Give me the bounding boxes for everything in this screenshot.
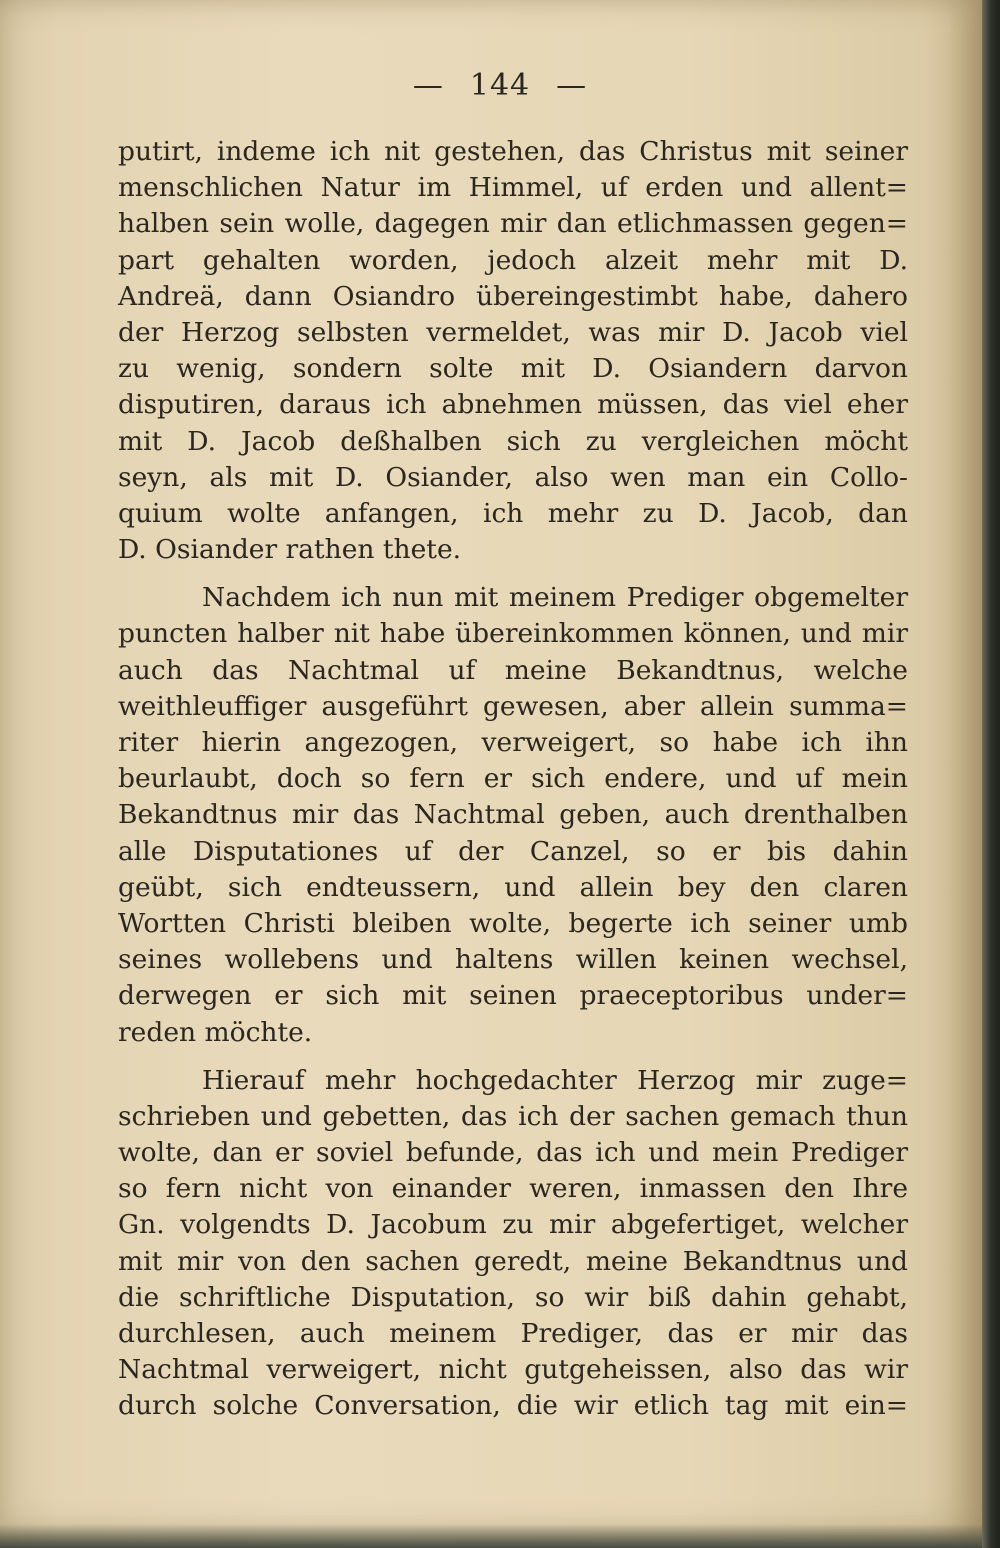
header-dash-left: — — [412, 68, 444, 103]
page-number-header — [0, 68, 1000, 103]
text-line: beurlaubt, doch so fern er sich endere, und uf mein — [118, 763, 908, 795]
text-line: puncten halber nit habe übereinkommen können, und mir — [118, 618, 908, 650]
text-line: weithleuffiger ausgeführt gewesen, aber allein summa= — [118, 690, 908, 722]
text-line: Wortten Christi bleiben wolte, begerte ich seiner umb — [118, 907, 908, 939]
text-line: derwegen er sich mit seinen praeceptoribus under= — [118, 980, 908, 1012]
text-line: D. Osiander rathen thete. — [118, 534, 462, 566]
text-line: Nachdem ich nun mit meinem Prediger obgemelter — [202, 582, 908, 614]
text-line: Andreä, dann Osiandro übereingestimbt habe, dahero — [118, 280, 908, 312]
text-line: quium wolte anfangen, ich mehr zu D. Jacob, dan — [118, 497, 908, 529]
text-line: riter hierin angezogen, verweigert, so habe ich ihn — [118, 727, 908, 758]
text-line: wolte, dan er soviel befunde, das ich und mein Prediger — [118, 1137, 908, 1169]
text-line: durchlesen, auch meinem Prediger, das er mir das — [118, 1318, 908, 1349]
page-bottom-shadow — [0, 1524, 982, 1548]
text-line: Bekandtnus mir das Nachtmal geben, auch drenthalben — [118, 799, 908, 831]
text-line: der Herzog selbsten vermeldet, was mir D. Jacob viel — [118, 316, 908, 348]
text-line: schrieben und gebetten, das ich der sachen gemach thun — [118, 1100, 908, 1132]
text-line: menschlichen Natur im Himmel, uf erden und allent= — [118, 172, 908, 204]
text-line: seyn, als mit D. Osiander, also wen man ein Collo- — [118, 461, 908, 493]
text-line: mit mir von den sachen geredt, meine Bekandtnus und — [118, 1245, 908, 1277]
text-line: mit D. Jacob deßhalben sich zu vergleichen möcht — [118, 425, 908, 457]
text-line: zu wenig, sondern solte mit D. Osiandern darvon — [118, 353, 908, 385]
text-line: so fern nicht von einander weren, inmassen den Ihre — [118, 1173, 908, 1205]
text-line: putirt, indeme ich nit gestehen, das Christus mit seiner — [118, 136, 908, 167]
book-spine-edge — [982, 0, 1000, 1548]
text-line: Gn. volgendts D. Jacobum zu mir abgefertiget, welcher — [118, 1209, 908, 1241]
text-line: auch das Nachtmal uf meine Bekandtnus, welche — [118, 654, 908, 686]
paragraph — [118, 1063, 908, 1425]
text-line: geübt, sich endteussern, und allein bey den claren — [118, 871, 908, 903]
text-line: durch solche Conversation, die wir etlich tag mit ein= — [118, 1390, 908, 1422]
paragraph-gap — [118, 1051, 908, 1063]
text-line: halben sein wolle, dagegen mir dan etlichmassen gegen= — [118, 208, 908, 240]
paragraph — [118, 134, 908, 568]
paragraph — [118, 580, 908, 1050]
header-dash-right: — — [556, 68, 588, 103]
text-line: reden möchte. — [118, 1016, 313, 1048]
text-line: Hierauf mehr hochgedachter Herzog mir zuge= — [202, 1064, 908, 1096]
text-line: seines wollebens und haltens willen keinen wechsel, — [118, 944, 908, 976]
paragraph-gap — [118, 568, 908, 580]
text-line: Nachtmal verweigert, nicht gutgeheissen, also das wir — [118, 1354, 908, 1386]
text-line: disputiren, daraus ich abnehmen müssen, das viel eher — [118, 389, 908, 421]
body-text — [118, 134, 908, 1425]
text-line: die schriftliche Disputation, so wir biß dahin gehabt, — [118, 1281, 908, 1313]
text-line: alle Disputationes uf der Canzel, so er bis dahin — [118, 835, 908, 867]
text-line: part gehalten worden, jedoch alzeit mehr mit D. — [118, 244, 908, 276]
page-number: 144 — [469, 68, 531, 103]
